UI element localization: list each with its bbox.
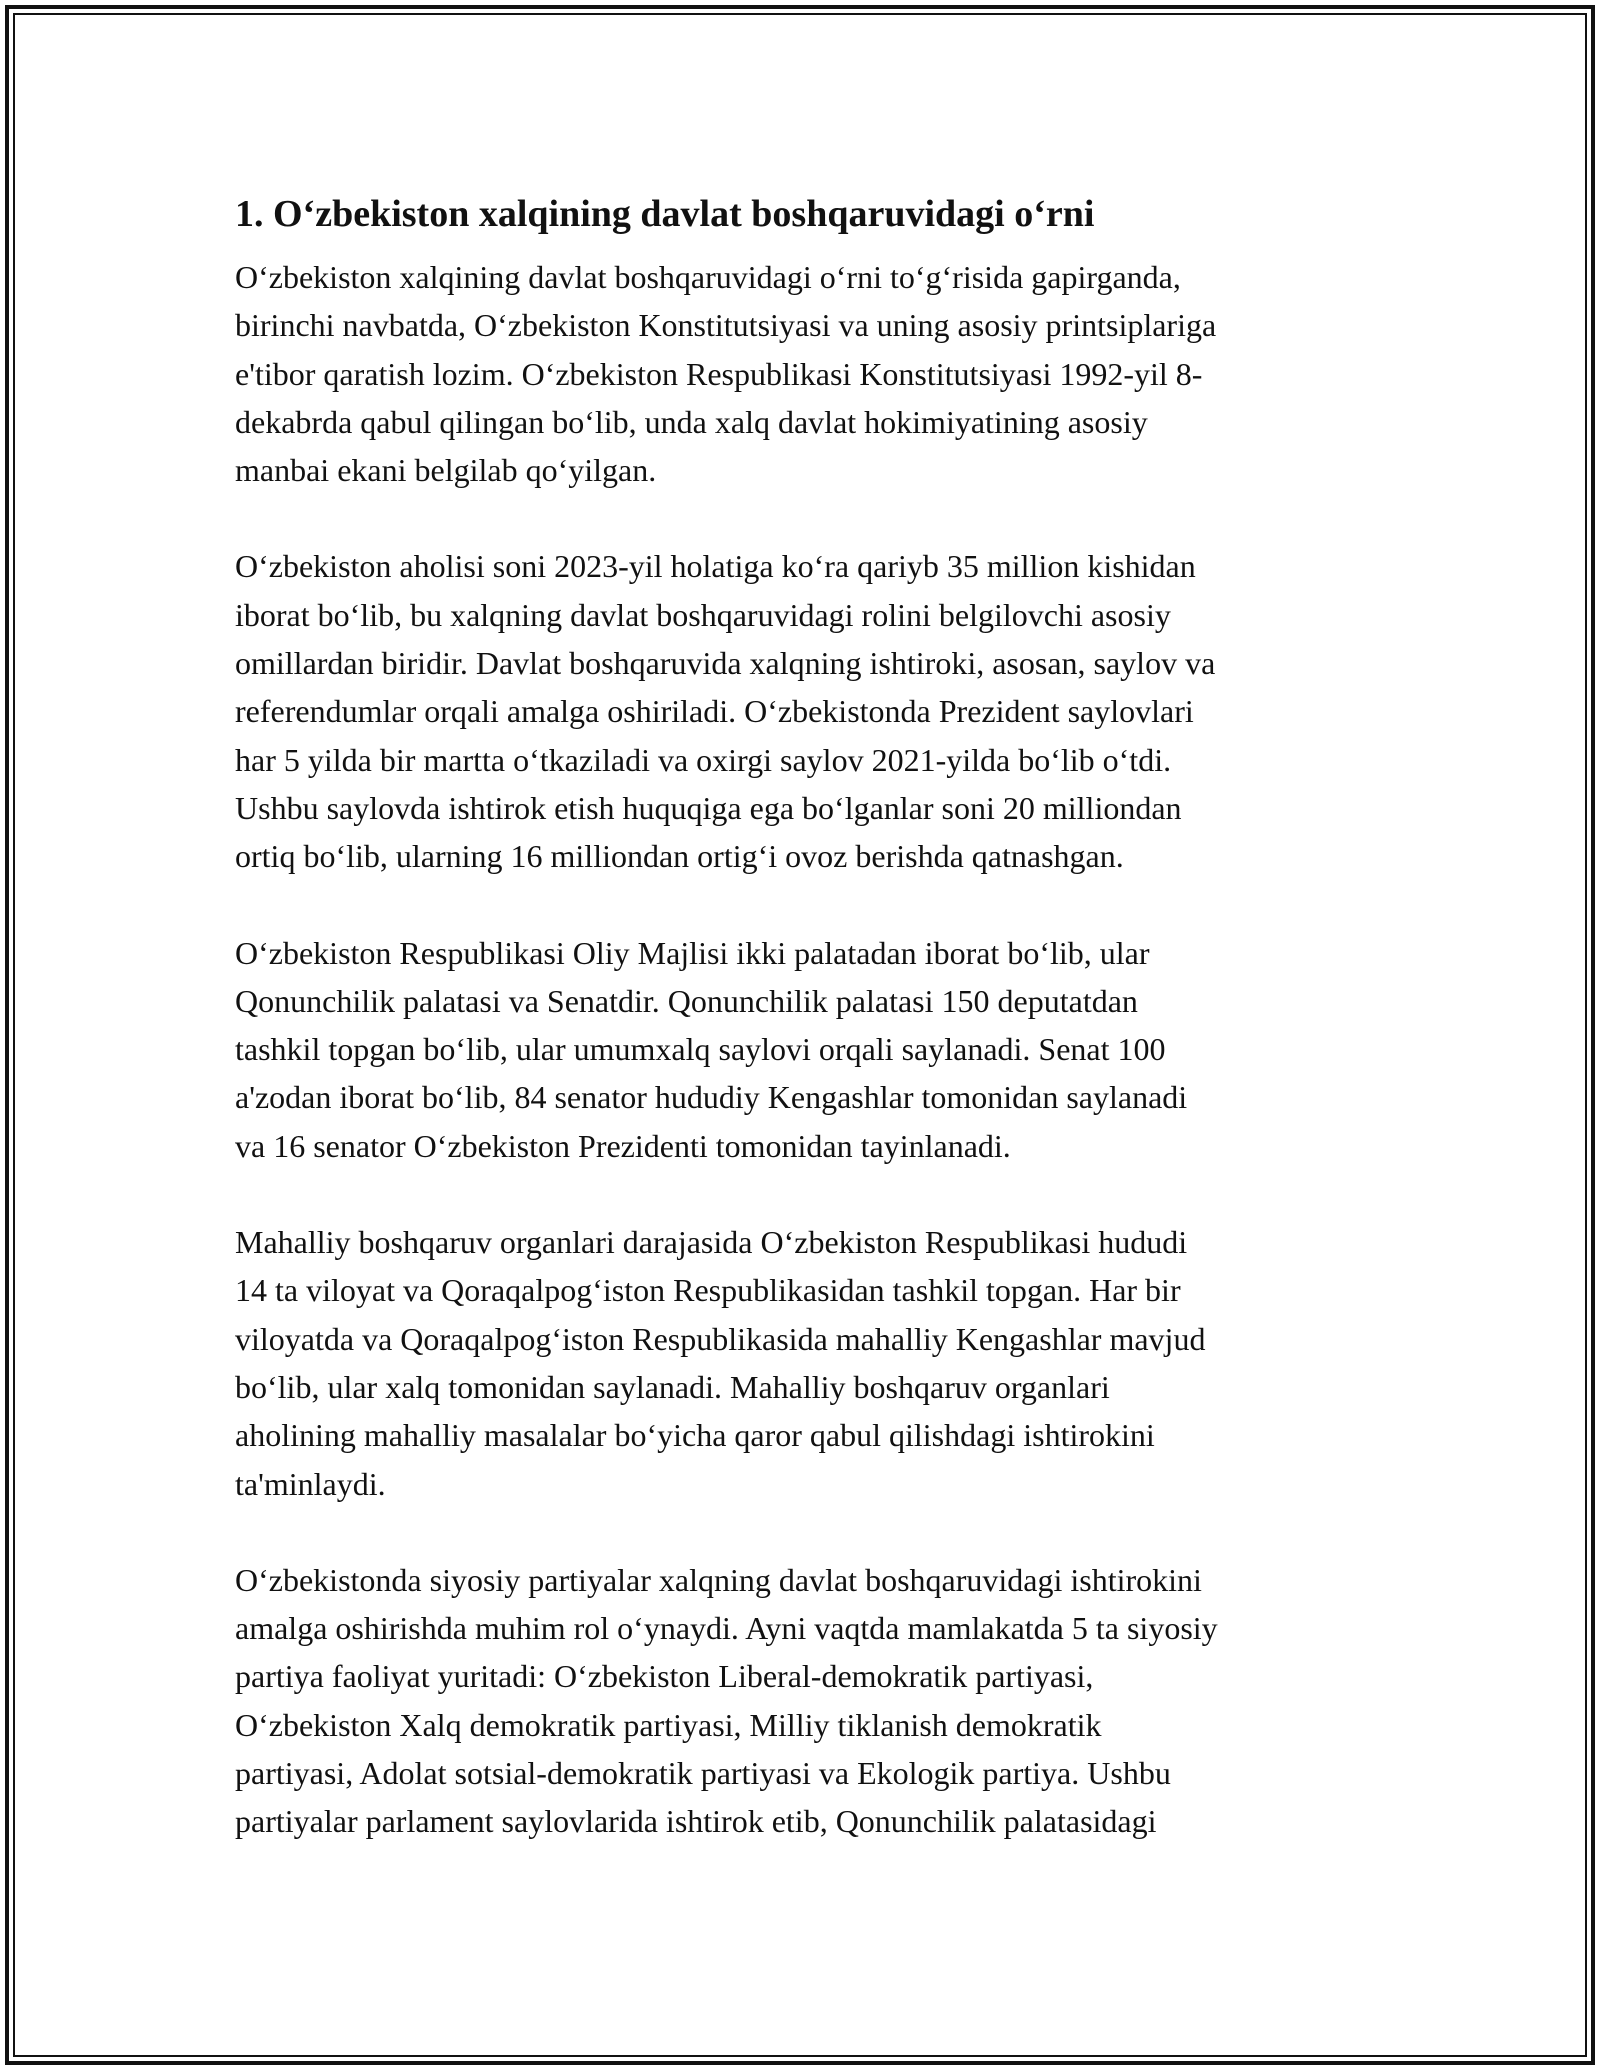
text-line: 14 ta viloyat va Qoraqalpog‘iston Respublikasidan tashkil topgan. Har bir: [235, 1272, 1181, 1309]
paragraph-political-parties: [235, 1556, 1385, 1846]
text-line: birinchi navbatda, O‘zbekiston Konstitutsiyasi va uning asosiy printsiplariga: [235, 307, 1217, 344]
section-heading: 1. O‘zbekiston xalqining davlat boshqaruvidagi o‘rni: [235, 193, 1095, 235]
text-line: tashkil topgan bo‘lib, ular umumxalq saylovi orqali saylanadi. Senat 100: [235, 1031, 1166, 1068]
text-line: iborat bo‘lib, bu xalqning davlat boshqaruvidagi rolini belgilovchi asosiy: [235, 596, 1171, 633]
text-line: O‘zbekiston aholisi soni 2023-yil holatiga ko‘ra qariyb 35 million kishidan: [235, 548, 1196, 585]
text-line: manbai ekani belgilab qo‘yilgan.: [235, 452, 657, 489]
text-line: omillardan biridir. Davlat boshqaruvida xalqning ishtiroki, asosan, saylov va: [235, 645, 1216, 682]
text-line: bo‘lib, ular xalq tomonidan saylanadi. Mahalliy boshqaruv organlari: [235, 1368, 1110, 1405]
text-line: aholining mahalliy masalalar bo‘yicha qaror qabul qilishdagi ishtirokini: [235, 1417, 1155, 1454]
paragraph-local-governance: [235, 1218, 1385, 1508]
paragraph-population-elections: [235, 542, 1385, 880]
text-line: ta'minlaydi.: [235, 1465, 386, 1502]
paragraph-constitution: [235, 253, 1385, 494]
text-line: amalga oshirishda muhim rol o‘ynaydi. Ayni vaqtda mamlakatda 5 ta siyosiy: [235, 1610, 1218, 1647]
text-line: har 5 yilda bir martta o‘tkaziladi va oxirgi saylov 2021-yilda bo‘lib o‘tdi.: [235, 741, 1172, 778]
text-line: Ushbu saylovda ishtirok etish huquqiga ega bo‘lganlar soni 20 milliondan: [235, 789, 1182, 826]
text-line: ortiq bo‘lib, ularning 16 milliondan ortig‘i ovoz berishda qatnashgan.: [235, 838, 1124, 875]
paragraph-oliy-majlis: [235, 929, 1385, 1170]
document-page: [235, 185, 1385, 1894]
text-line: partiyalar parlament saylovlarida ishtirok etib, Qonunchilik palatasidagi: [235, 1803, 1157, 1840]
text-line: e'tibor qaratish lozim. O‘zbekiston Respublikasi Konstitutsiyasi 1992-yil 8-: [235, 355, 1203, 392]
text-line: partiyasi, Adolat sotsial-demokratik partiyasi va Ekologik partiya. Ushbu: [235, 1755, 1171, 1792]
text-line: viloyatda va Qoraqalpog‘iston Respublikasida mahalliy Kengashlar mavjud: [235, 1320, 1206, 1357]
text-line: O‘zbekiston Xalq demokratik partiyasi, Milliy tiklanish demokratik: [235, 1706, 1102, 1743]
text-line: va 16 senator O‘zbekiston Prezidenti tomonidan tayinlanadi.: [235, 1127, 1011, 1164]
text-line: Mahalliy boshqaruv organlari darajasida O‘zbekiston Respublikasi hududi: [235, 1224, 1188, 1261]
text-line: referendumlar orqali amalga oshiriladi. O‘zbekistonda Prezident saylovlari: [235, 693, 1194, 730]
text-line: a'zodan iborat bo‘lib, 84 senator hududiy Kengashlar tomonidan saylanadi: [235, 1079, 1188, 1116]
text-line: O‘zbekiston Respublikasi Oliy Majlisi ikki palatadan iborat bo‘lib, ular: [235, 934, 1150, 971]
text-line: dekabrda qabul qilingan bo‘lib, unda xalq davlat hokimiyatining asosiy: [235, 403, 1148, 440]
text-line: O‘zbekiston xalqining davlat boshqaruvidagi o‘rni to‘g‘risida gapirganda,: [235, 259, 1181, 295]
text-line: partiya faoliyat yuritadi: O‘zbekiston Liberal-demokratik partiyasi,: [235, 1658, 1094, 1695]
text-line: Qonunchilik palatasi va Senatdir. Qonunchilik palatasi 150 deputatdan: [235, 982, 1138, 1019]
text-line: O‘zbekistonda siyosiy partiyalar xalqning davlat boshqaruvidagi ishtirokini: [235, 1561, 1202, 1598]
